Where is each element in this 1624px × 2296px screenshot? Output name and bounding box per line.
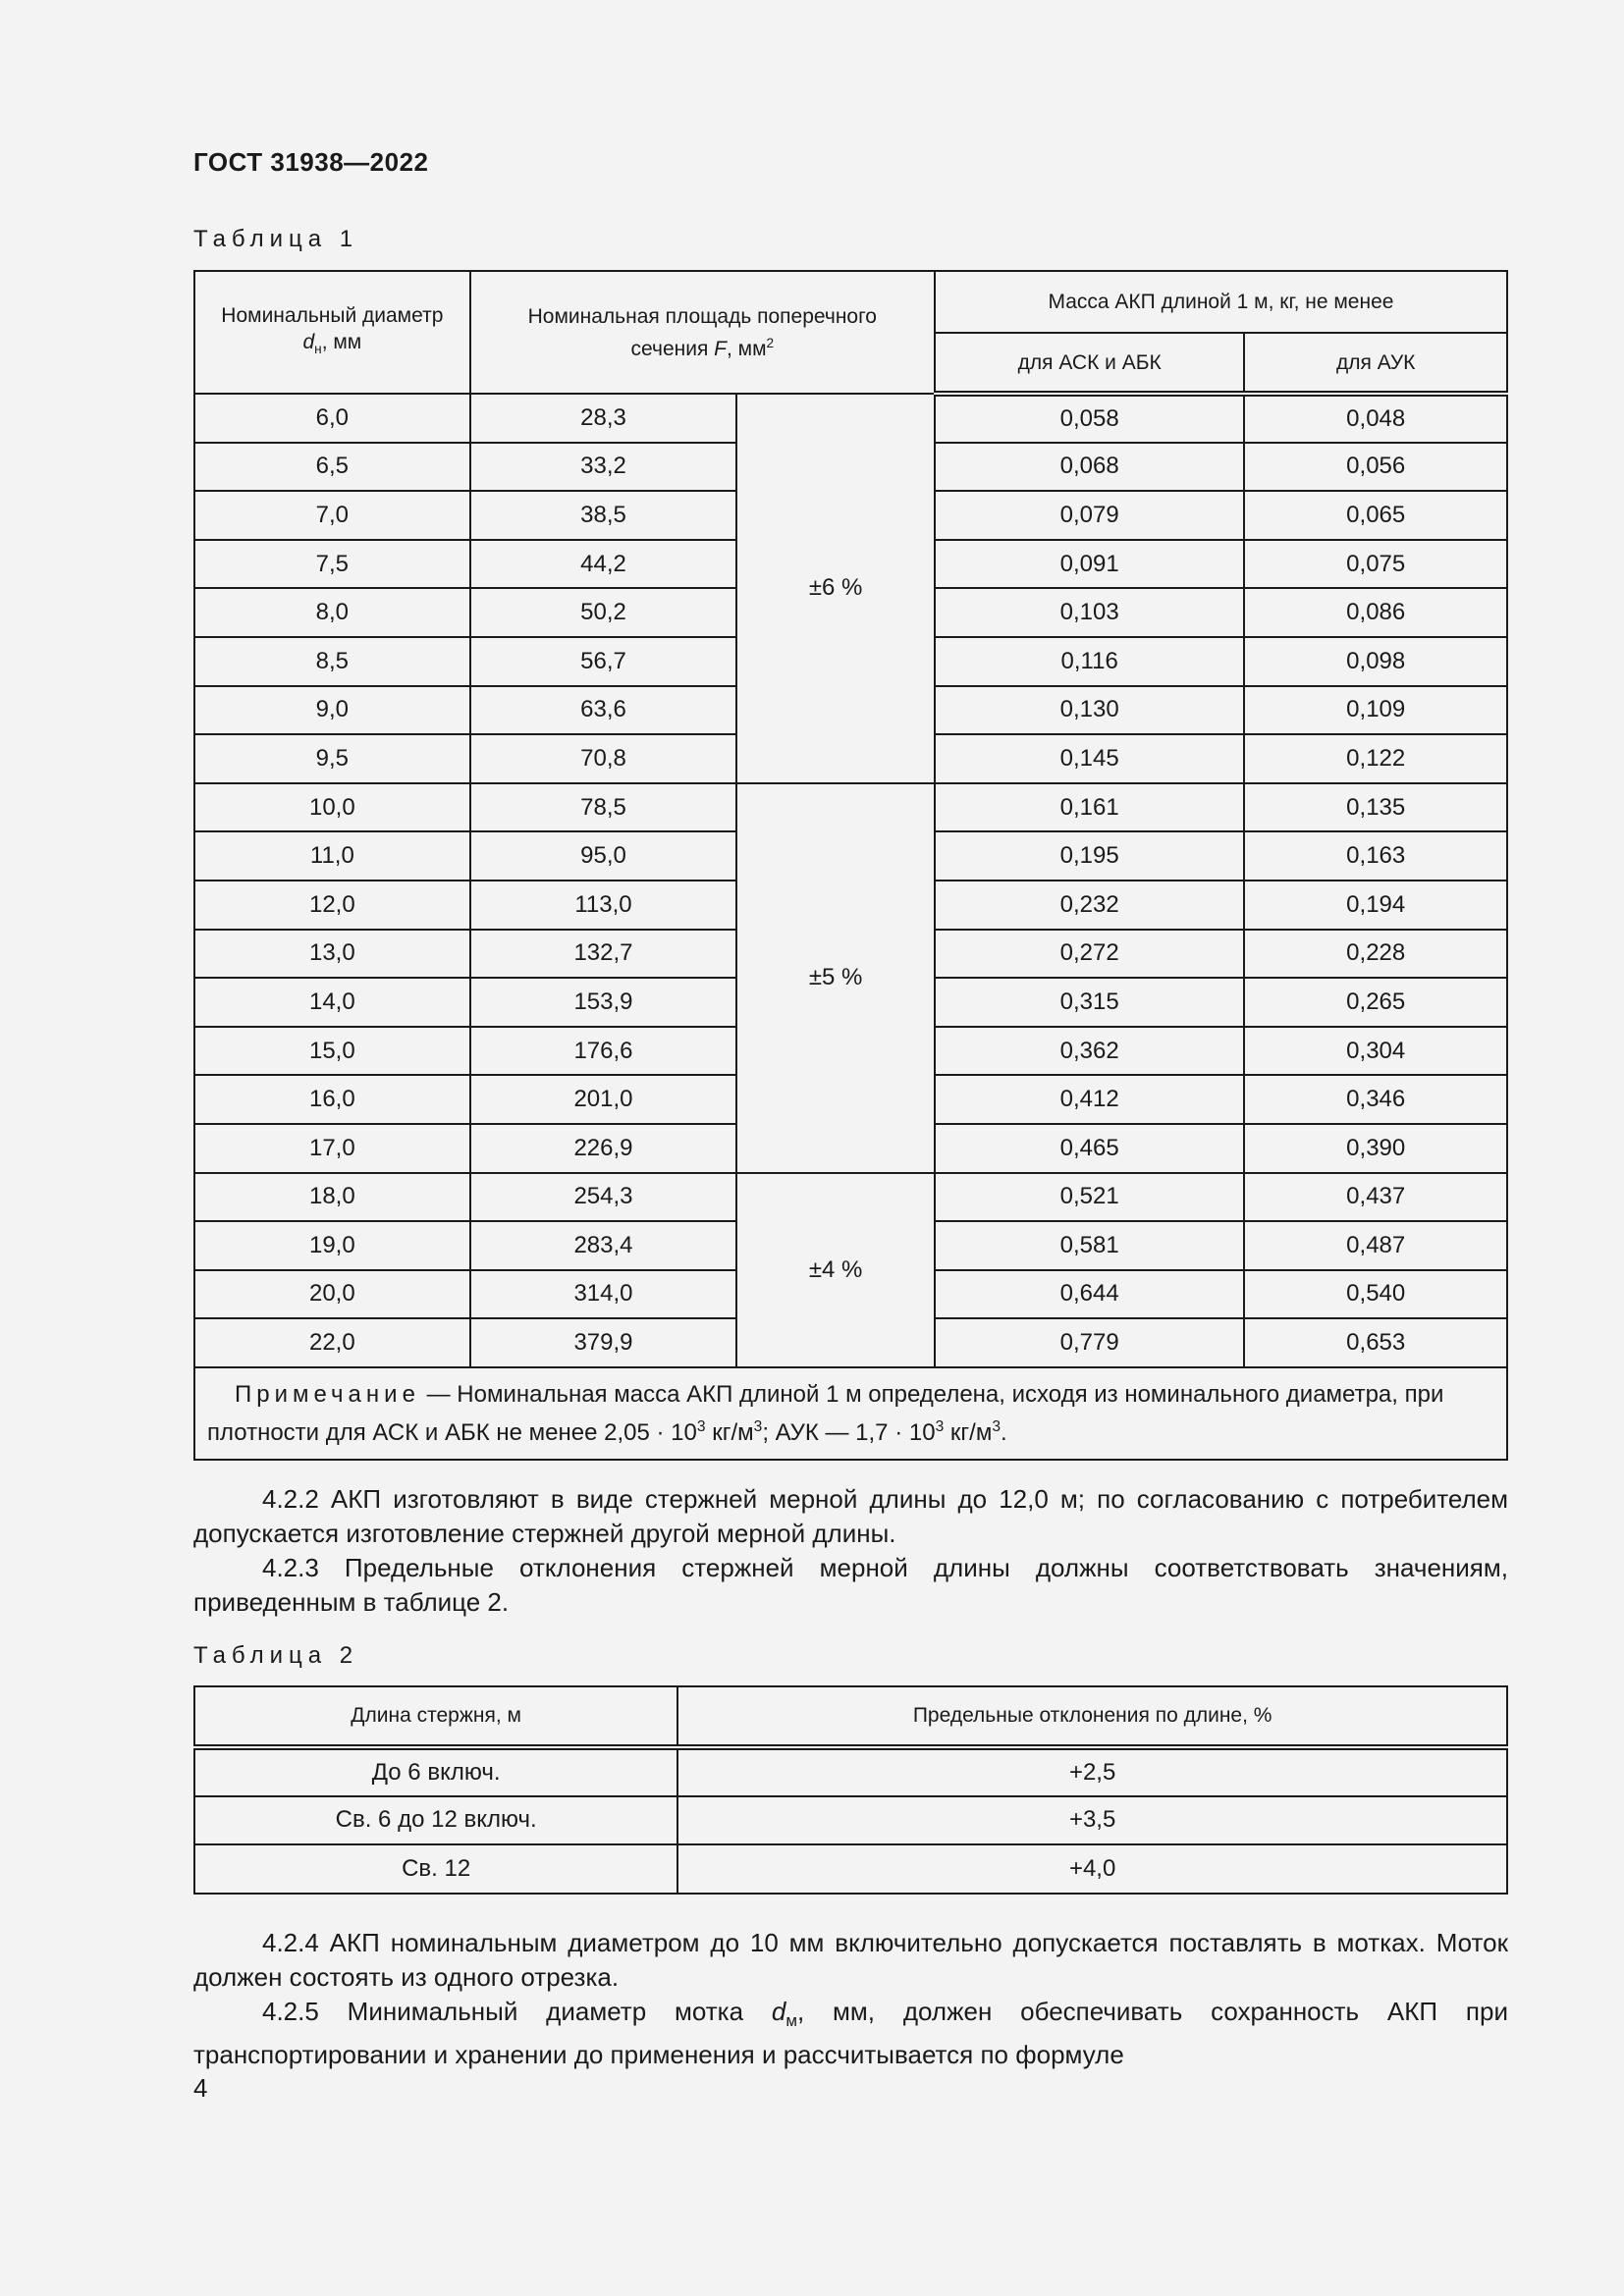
cell-mass-ask-abk: 0,103 — [935, 588, 1244, 637]
cell-area: 132,7 — [470, 930, 737, 979]
cell-area: 33,2 — [470, 443, 737, 492]
cell-mass-ask-abk: 0,058 — [935, 394, 1244, 443]
cell-mass-auk: 0,390 — [1244, 1124, 1507, 1173]
cell-mass-auk: 0,228 — [1244, 930, 1507, 979]
cell-mass-auk: 0,346 — [1244, 1075, 1507, 1124]
cell-diameter: 22,0 — [194, 1318, 470, 1367]
cell-diameter: 19,0 — [194, 1221, 470, 1270]
header-length-deviation: Предельные отклонения по длине, % — [677, 1686, 1507, 1747]
header-rod-length: Длина стержня, м — [194, 1686, 677, 1747]
cell-diameter: 13,0 — [194, 930, 470, 979]
cell-diameter: 6,0 — [194, 394, 470, 443]
cell-mass-auk: 0,122 — [1244, 734, 1507, 783]
cell-area: 44,2 — [470, 540, 737, 589]
cell-mass-auk: 0,098 — [1244, 637, 1507, 686]
paragraph-4-2-5: 4.2.5 Минимальный диаметр мотка $d_м$, мм, должен обеспечивать сохранность АКП при транспортировании и хранении до применения и рассчитывается по формуле — [193, 1997, 1508, 2070]
cell-diameter: 17,0 — [194, 1124, 470, 1173]
cell-area: 56,7 — [470, 637, 737, 686]
cell-mass-ask-abk: 0,644 — [935, 1270, 1244, 1319]
page-number: 4 — [193, 2073, 208, 2103]
cell-mass-ask-abk: 0,116 — [935, 637, 1244, 686]
cell-diameter: 8,5 — [194, 637, 470, 686]
cell-length-deviation: +2,5 — [677, 1747, 1507, 1796]
table-row — [194, 1173, 1507, 1222]
cell-mass-auk: 0,163 — [1244, 831, 1507, 881]
cell-diameter: 18,0 — [194, 1173, 470, 1222]
cell-mass-auk: 0,048 — [1244, 394, 1507, 443]
document-title: ГОСТ 31938—2022 — [193, 147, 429, 177]
table-row — [194, 1844, 1507, 1894]
cell-diameter: 6,5 — [194, 443, 470, 492]
cell-area: 38,5 — [470, 491, 737, 540]
cell-area: 201,0 — [470, 1075, 737, 1124]
cell-mass-auk: 0,086 — [1244, 588, 1507, 637]
cell-mass-auk: 0,265 — [1244, 978, 1507, 1027]
cell-diameter: 7,5 — [194, 540, 470, 589]
cell-mass-ask-abk: 0,412 — [935, 1075, 1244, 1124]
cell-rod-length: Св. 12 — [194, 1844, 677, 1894]
cell-mass-auk: 0,653 — [1244, 1318, 1507, 1367]
cell-mass-ask-abk: 0,581 — [935, 1221, 1244, 1270]
cell-mass-ask-abk: 0,465 — [935, 1124, 1244, 1173]
cell-area: 113,0 — [470, 881, 737, 930]
cell-tolerance: ±6 % — [736, 394, 935, 783]
cell-tolerance: ±4 % — [736, 1173, 935, 1367]
table1-body — [194, 394, 1507, 1460]
cell-diameter: 9,5 — [194, 734, 470, 783]
table-row — [194, 783, 1507, 832]
cell-mass-ask-abk: 0,315 — [935, 978, 1244, 1027]
cell-diameter: 9,0 — [194, 686, 470, 735]
cell-mass-auk: 0,135 — [1244, 783, 1507, 832]
table-row — [194, 1796, 1507, 1845]
note-label: Примечание — [235, 1380, 420, 1408]
cell-area: 95,0 — [470, 831, 737, 881]
table1 — [193, 270, 1508, 1461]
header-area: Номинальная площадь поперечного сечения F, $мм^2$ — [470, 271, 935, 394]
paragraph-4-2-3: 4.2.3 Предельные отклонения стержней мерной длины должны соответствовать значениям, приведенным в таблице 2. — [193, 1553, 1508, 1617]
cell-mass-ask-abk: 0,272 — [935, 930, 1244, 979]
cell-area: 176,6 — [470, 1027, 737, 1076]
cell-area: 379,9 — [470, 1318, 737, 1367]
cell-mass-auk: 0,065 — [1244, 491, 1507, 540]
table2-body — [194, 1747, 1507, 1894]
cell-diameter: 8,0 — [194, 588, 470, 637]
cell-mass-ask-abk: 0,145 — [935, 734, 1244, 783]
header-diameter: Номинальный диаметр $d_н$, мм — [194, 271, 470, 394]
cell-mass-ask-abk: 0,161 — [935, 783, 1244, 832]
cell-mass-ask-abk: 0,521 — [935, 1173, 1244, 1222]
cell-length-deviation: +3,5 — [677, 1796, 1507, 1845]
cell-mass-auk: 0,487 — [1244, 1221, 1507, 1270]
cell-mass-auk: 0,075 — [1244, 540, 1507, 589]
cell-mass-ask-abk: 0,362 — [935, 1027, 1244, 1076]
cell-tolerance: ±5 % — [736, 783, 935, 1173]
header-mass-ask-abk: для АСК и АБК — [935, 333, 1244, 394]
table2-caption: Таблица 2 — [193, 1642, 359, 1669]
cell-mass-auk: 0,304 — [1244, 1027, 1507, 1076]
cell-mass-auk: 0,109 — [1244, 686, 1507, 735]
cell-diameter: 11,0 — [194, 831, 470, 881]
cell-rod-length: Св. 6 до 12 включ. — [194, 1796, 677, 1845]
cell-diameter: 20,0 — [194, 1270, 470, 1319]
cell-rod-length: До 6 включ. — [194, 1747, 677, 1796]
paragraph-4-2-2: 4.2.2 АКП изготовляют в виде стержней мерной длины до 12,0 м; по согласованию с потребителем допускается изготовление стержней другой мерной длины. — [193, 1484, 1508, 1548]
cell-diameter: 10,0 — [194, 783, 470, 832]
cell-diameter: 7,0 — [194, 491, 470, 540]
cell-mass-ask-abk: 0,195 — [935, 831, 1244, 881]
cell-diameter: 12,0 — [194, 881, 470, 930]
cell-mass-auk: 0,540 — [1244, 1270, 1507, 1319]
table-row — [194, 1747, 1507, 1796]
cell-area: 63,6 — [470, 686, 737, 735]
cell-diameter: 15,0 — [194, 1027, 470, 1076]
cell-area: 50,2 — [470, 588, 737, 637]
cell-area: 254,3 — [470, 1173, 737, 1222]
cell-area: 70,8 — [470, 734, 737, 783]
cell-area: 314,0 — [470, 1270, 737, 1319]
cell-mass-auk: 0,194 — [1244, 881, 1507, 930]
cell-mass-ask-abk: 0,779 — [935, 1318, 1244, 1367]
table-row — [194, 394, 1507, 443]
cell-mass-ask-abk: 0,091 — [935, 540, 1244, 589]
cell-area: 78,5 — [470, 783, 737, 832]
paragraph-4-2-4: 4.2.4 АКП номинальным диаметром до 10 мм включительно допускается поставлять в мотках. Моток должен состоять из одного отрезка. — [193, 1928, 1508, 1992]
table2 — [193, 1685, 1508, 1895]
cell-mass-ask-abk: 0,079 — [935, 491, 1244, 540]
table-note: Примечание — Номинальная масса АКП длиной 1 м определена, исходя из номинального диаметра, при плотности для АСК и АБК не менее $2,05 \cdot 10^3$ $кг/м^3$; АУК — $1,7 \cdot 10^3$ $кг/м^3$. — [194, 1367, 1507, 1460]
cell-mass-ask-abk: 0,232 — [935, 881, 1244, 930]
cell-area: 283,4 — [470, 1221, 737, 1270]
cell-area: 28,3 — [470, 394, 737, 443]
header-mass-group: Масса АКП длиной 1 м, кг, не менее — [935, 271, 1507, 333]
cell-area: 226,9 — [470, 1124, 737, 1173]
cell-mass-ask-abk: 0,130 — [935, 686, 1244, 735]
header-mass-auk: для АУК — [1244, 333, 1507, 394]
table1-caption: Таблица 1 — [193, 226, 359, 252]
cell-mass-ask-abk: 0,068 — [935, 443, 1244, 492]
cell-mass-auk: 0,437 — [1244, 1173, 1507, 1222]
cell-length-deviation: +4,0 — [677, 1844, 1507, 1894]
cell-mass-auk: 0,056 — [1244, 443, 1507, 492]
table-note-row — [194, 1367, 1507, 1460]
cell-area: 153,9 — [470, 978, 737, 1027]
cell-diameter: 16,0 — [194, 1075, 470, 1124]
cell-diameter: 14,0 — [194, 978, 470, 1027]
